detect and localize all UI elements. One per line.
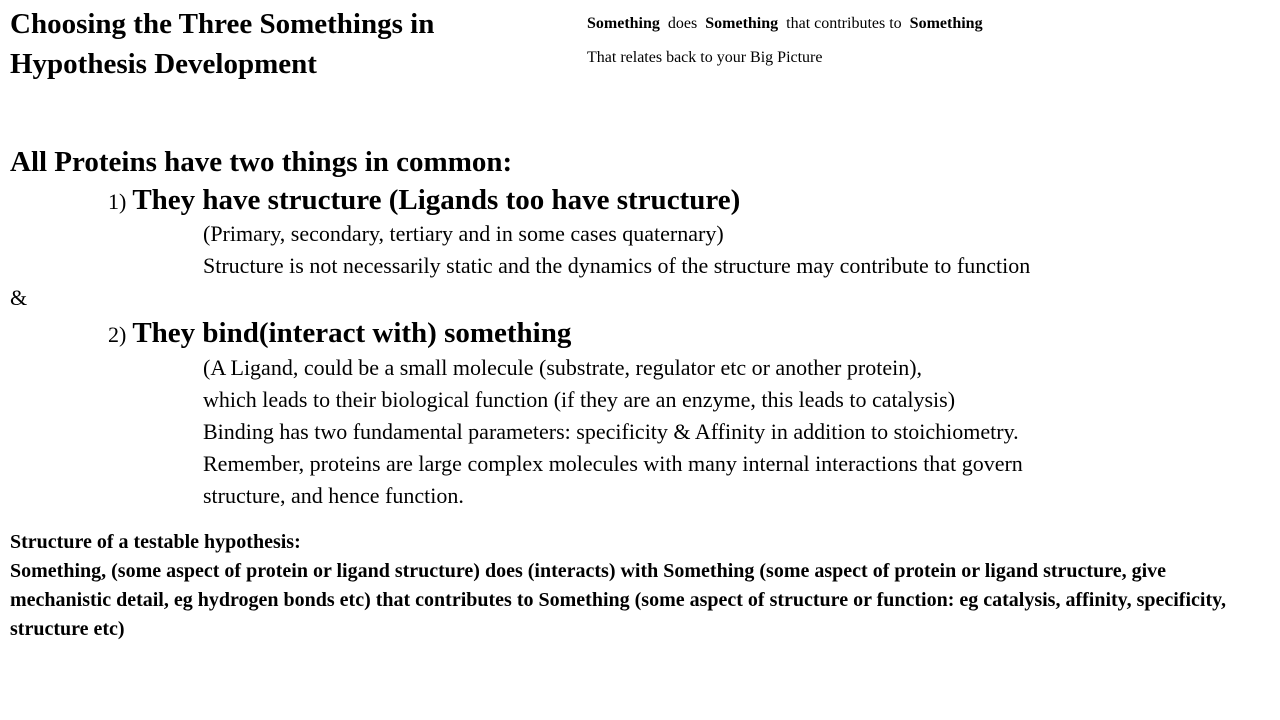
section-heading: All Proteins have two things in common: <box>10 146 513 178</box>
hypothesis-body: Something, (some aspect of protein or ligand structure) does (interacts) with Something (some aspect of protein or ligand structure, give mechanistic detail, eg hydrogen bonds etc) that contributes to Something (some aspect of structure or function: eg catalysis, affinity, specificity, structure etc) <box>10 560 1227 640</box>
point-2-line-4: Remember, proteins are large complex molecules with many internal interactions that govern <box>203 451 1023 476</box>
point-1-text: They have structure (Ligands too have structure) <box>132 184 741 216</box>
formula-contributes: that contributes to <box>786 15 902 32</box>
point-2-line-5: structure, and hence function. <box>203 483 464 508</box>
point-2-text: They bind(interact with) something <box>132 317 572 349</box>
point-1-number: 1) <box>108 189 127 214</box>
big-picture-note: That relates back to your Big Picture <box>587 49 823 66</box>
point-2 <box>108 315 571 353</box>
formula-something-1: Something <box>587 15 660 32</box>
point-2-line-3: Binding has two fundamental parameters: specificity & Affinity in addition to stoichiometry. <box>203 419 1019 444</box>
page-title: Choosing the Three Somethings in Hypothesis Development <box>10 8 435 80</box>
formula-something-3: Something <box>909 15 983 32</box>
formula-something-2: Something <box>705 15 779 32</box>
formula-does: does <box>667 15 698 32</box>
point-1-line-2: Structure is not necessarily static and the dynamics of the structure may contribute to function <box>203 253 1031 278</box>
point-1-line-1: (Primary, secondary, tertiary and in some cases quaternary) <box>203 221 724 246</box>
point-2-line-1: (A Ligand, could be a small molecule (substrate, regulator etc or another protein), <box>203 355 923 380</box>
hypothesis-formula <box>587 14 983 34</box>
ampersand: & <box>10 285 28 310</box>
point-2-line-2: which leads to their biological function (if they are an enzyme, this leads to catalysis) <box>203 387 956 412</box>
hypothesis-heading: Structure of a testable hypothesis: <box>10 531 301 553</box>
point-1 <box>108 182 740 220</box>
point-2-number: 2) <box>108 322 127 347</box>
